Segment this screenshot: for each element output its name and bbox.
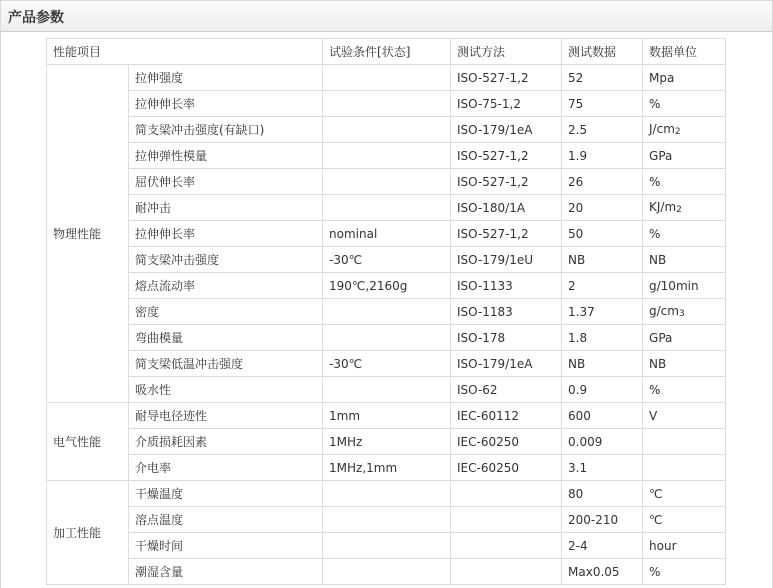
table-row — [47, 403, 726, 429]
column-header-item: 性能项目 — [47, 39, 323, 65]
cell-condition — [323, 117, 451, 143]
cell-item: 溶点温度 — [129, 507, 323, 533]
cell-method: ISO-75-1,2 — [451, 91, 562, 117]
unit-text: GPa — [649, 148, 673, 163]
cell-value: 80 — [562, 481, 643, 507]
unit-text: NB — [649, 252, 667, 267]
cell-method: ISO-527-1,2 — [451, 221, 562, 247]
cell-value: 600 — [562, 403, 643, 429]
unit-text: g/10min — [649, 278, 699, 293]
cell-condition — [323, 481, 451, 507]
cell-condition: nominal — [323, 221, 451, 247]
cell-method: ISO-1183 — [451, 299, 562, 325]
cell-value: 3.1 — [562, 455, 643, 481]
cell-item: 介质损耗因素 — [129, 429, 323, 455]
cell-unit — [643, 351, 726, 377]
table-row — [47, 533, 726, 559]
cell-unit — [643, 169, 726, 195]
cell-item: 拉伸伸长率 — [129, 91, 323, 117]
cell-unit — [643, 195, 726, 221]
cell-value: 2-4 — [562, 533, 643, 559]
unit-text: % — [649, 174, 661, 189]
unit-text: ℃ — [649, 486, 663, 501]
cell-method: ISO-527-1,2 — [451, 169, 562, 195]
cell-item: 拉伸伸长率 — [129, 221, 323, 247]
cell-condition: 190℃,2160g — [323, 273, 451, 299]
cell-method — [451, 559, 562, 585]
unit-text: Mpa — [649, 70, 675, 85]
cell-value: 52 — [562, 65, 643, 91]
cell-method: IEC-60112 — [451, 403, 562, 429]
cell-item: 耐导电径迹性 — [129, 403, 323, 429]
unit-text: % — [649, 564, 661, 579]
section-title: 产品参数 — [8, 10, 64, 26]
cell-value: Max0.05 — [562, 559, 643, 585]
cell-method: IEC-60250 — [451, 429, 562, 455]
group-name: 加工性能 — [47, 481, 129, 585]
cell-unit — [643, 143, 726, 169]
cell-unit — [643, 273, 726, 299]
unit-text: KJ/m — [649, 200, 677, 214]
column-header-value: 测试数据 — [562, 39, 643, 65]
cell-condition: -30℃ — [323, 351, 451, 377]
table-row — [47, 117, 726, 143]
cell-value: 2.5 — [562, 117, 643, 143]
cell-item: 熔点流动率 — [129, 273, 323, 299]
table-row — [47, 65, 726, 91]
table-row — [47, 143, 726, 169]
table-row — [47, 351, 726, 377]
cell-unit — [643, 325, 726, 351]
unit-superscript: 2 — [674, 127, 681, 137]
table-row — [47, 247, 726, 273]
cell-value: 1.8 — [562, 325, 643, 351]
unit-text: V — [649, 408, 658, 423]
cell-condition — [323, 559, 451, 585]
cell-condition — [323, 533, 451, 559]
cell-unit — [643, 299, 726, 325]
cell-item: 简支梁冲击强度 — [129, 247, 323, 273]
table-row — [47, 91, 726, 117]
table-row — [47, 325, 726, 351]
table-row — [47, 195, 726, 221]
cell-item: 吸水性 — [129, 377, 323, 403]
table-row — [47, 455, 726, 481]
unit-superscript: 3 — [678, 309, 685, 319]
cell-item: 拉伸弹性模量 — [129, 143, 323, 169]
cell-condition: 1MHz — [323, 429, 451, 455]
cell-method: ISO-1133 — [451, 273, 562, 299]
cell-value: 26 — [562, 169, 643, 195]
cell-unit — [643, 91, 726, 117]
column-header-unit: 数据单位 — [643, 39, 726, 65]
cell-value: 2 — [562, 273, 643, 299]
cell-condition — [323, 143, 451, 169]
cell-value: 75 — [562, 91, 643, 117]
unit-text: % — [649, 382, 661, 397]
cell-method: ISO-527-1,2 — [451, 143, 562, 169]
cell-item: 拉伸强度 — [129, 65, 323, 91]
cell-unit — [643, 481, 726, 507]
cell-unit — [643, 455, 726, 481]
unit-text: GPa — [649, 330, 673, 345]
table-row — [47, 221, 726, 247]
cell-method: ISO-527-1,2 — [451, 65, 562, 91]
cell-unit — [643, 403, 726, 429]
cell-method: ISO-179/1eU — [451, 247, 562, 273]
cell-unit — [643, 247, 726, 273]
cell-value: NB — [562, 351, 643, 377]
column-header-method: 测试方法 — [451, 39, 562, 65]
table-row — [47, 429, 726, 455]
cell-method: ISO-179/1eA — [451, 117, 562, 143]
cell-value: 20 — [562, 195, 643, 221]
cell-method: ISO-178 — [451, 325, 562, 351]
cell-unit — [643, 559, 726, 585]
column-header-condition: 试验条件[状态] — [323, 39, 451, 65]
cell-method: ISO-62 — [451, 377, 562, 403]
cell-condition: 1mm — [323, 403, 451, 429]
cell-condition — [323, 65, 451, 91]
cell-method — [451, 533, 562, 559]
cell-method — [451, 481, 562, 507]
cell-condition: -30℃ — [323, 247, 451, 273]
cell-value: 50 — [562, 221, 643, 247]
product-params-table — [46, 38, 726, 585]
cell-condition — [323, 507, 451, 533]
table-row — [47, 507, 726, 533]
unit-text: NB — [649, 356, 667, 371]
table-header-row — [47, 39, 726, 65]
cell-condition — [323, 377, 451, 403]
cell-method — [451, 507, 562, 533]
unit-text: J/cm — [649, 122, 675, 136]
cell-item: 耐冲击 — [129, 195, 323, 221]
cell-condition — [323, 195, 451, 221]
cell-unit — [643, 429, 726, 455]
cell-item: 干燥温度 — [129, 481, 323, 507]
cell-condition — [323, 169, 451, 195]
cell-item: 密度 — [129, 299, 323, 325]
cell-method: ISO-180/1A — [451, 195, 562, 221]
cell-condition — [323, 325, 451, 351]
cell-unit — [643, 65, 726, 91]
cell-item: 简支梁冲击强度(有缺口) — [129, 117, 323, 143]
group-name: 电气性能 — [47, 403, 129, 481]
unit-text: % — [649, 226, 661, 241]
unit-text: g/cm — [649, 304, 679, 318]
cell-item: 介电率 — [129, 455, 323, 481]
cell-condition — [323, 91, 451, 117]
table-row — [47, 377, 726, 403]
table-row — [47, 481, 726, 507]
unit-superscript: 2 — [676, 205, 682, 215]
cell-unit — [643, 377, 726, 403]
cell-item: 屈伏伸长率 — [129, 169, 323, 195]
cell-method: IEC-60250 — [451, 455, 562, 481]
cell-item: 弯曲模量 — [129, 325, 323, 351]
cell-method: ISO-179/1eA — [451, 351, 562, 377]
cell-unit — [643, 533, 726, 559]
cell-value: 1.37 — [562, 299, 643, 325]
table-body — [47, 65, 726, 585]
cell-value: 1.9 — [562, 143, 643, 169]
table-row — [47, 273, 726, 299]
cell-item: 潮湿含量 — [129, 559, 323, 585]
cell-condition: 1MHz,1mm — [323, 455, 451, 481]
cell-item: 干燥时间 — [129, 533, 323, 559]
cell-condition — [323, 299, 451, 325]
cell-value: 200-210 — [562, 507, 643, 533]
cell-item: 简支梁低温冲击强度 — [129, 351, 323, 377]
cell-value: NB — [562, 247, 643, 273]
cell-unit — [643, 117, 726, 143]
unit-text: % — [649, 96, 661, 111]
section-header — [0, 0, 773, 32]
group-name: 物理性能 — [47, 65, 129, 403]
unit-text: hour — [649, 538, 677, 553]
table-row — [47, 299, 726, 325]
cell-value: 0.9 — [562, 377, 643, 403]
cell-unit — [643, 221, 726, 247]
cell-unit — [643, 507, 726, 533]
cell-value: 0.009 — [562, 429, 643, 455]
table-row — [47, 169, 726, 195]
unit-text: ℃ — [649, 512, 663, 527]
table-row — [47, 559, 726, 585]
